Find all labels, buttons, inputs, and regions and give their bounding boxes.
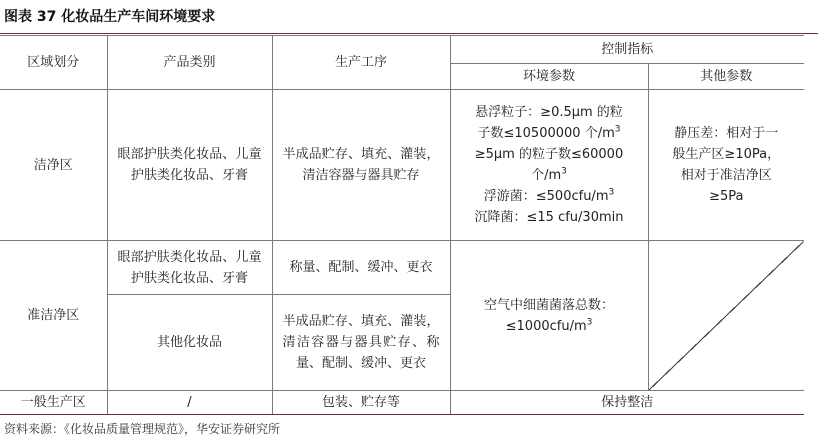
zone-semi-clean: 准洁净区 [0,241,107,391]
env-params-clean [450,90,648,241]
other-clean-line-1: 静压差：相对于一 [674,126,779,141]
env-params-semi-clean [450,241,648,391]
process-semi-clean-2: 半成品贮存、填充、灌装，清洁容器与器具贮存、称量、配制、缓冲、更衣 [272,295,450,391]
header-process: 生产工序 [272,36,450,90]
process-semi-clean-1: 称量、配制、缓冲、更衣 [272,241,450,295]
other-clean-line-2: 般生产区≥10Pa， [672,147,781,162]
header-control: 控制指标 [450,36,804,64]
row-semi-clean-1 [0,241,804,295]
other-params-semi-clean-diagonal [648,241,804,391]
process-clean: 半成品贮存、填充、灌装，清洁容器与器具贮存 [272,90,450,241]
env-clean-line-3: ≥5μm 的粒子数≤60000 [474,147,624,162]
category-clean: 眼部护肤类化妆品、儿童护肤类化妆品、牙膏 [107,90,272,241]
env-clean-line-4: 个$/m^3$ [531,166,567,183]
category-semi-clean-1: 眼部护肤类化妆品、儿童护肤类化妆品、牙膏 [107,241,272,295]
env-clean-line-1: 悬浮粒子：≥0.5μm 的粒 [475,105,623,120]
environment-requirements-table [0,35,804,415]
env-clean-line-5: 浮游菌：$\le 500cfu/m^3$ [483,187,615,204]
header-category: 产品类别 [107,36,272,90]
other-params-clean [648,90,804,241]
env-semi-line-1: 空气中细菌菌落总数： [483,297,614,313]
header-row-1 [0,36,804,64]
figure-title: 图表 37 化妆品生产车间环境要求 [4,9,216,25]
zone-clean: 洁净区 [0,90,107,241]
source-note: 资料来源：《化妆品质量管理规范》，华安证券研究所 [4,422,281,436]
zone-general: 一般生产区 [0,391,107,415]
env-clean-line-6: 沉降菌：≤15 cfu/30min [474,210,624,225]
category-general: / [107,391,272,415]
env-clean-line-2: 子数≤10500000 个$/m^3$ [477,124,621,141]
header-zone: 区域划分 [0,36,107,90]
process-general: 包装、贮存等 [272,391,450,415]
header-env-params: 环境参数 [450,64,648,90]
control-general: 保持整洁 [450,391,804,415]
category-semi-clean-2: 其他化妆品 [107,295,272,391]
row-clean-zone [0,90,804,241]
other-clean-line-3: 相对于准洁净区 [680,168,772,183]
env-semi-line-2: $\le 1000cfu/m^3$ [505,317,593,334]
row-general-zone [0,391,804,415]
other-clean-line-4: ≥5Pa [709,189,744,204]
header-other-params: 其他参数 [648,64,804,90]
title-rule [0,33,818,34]
